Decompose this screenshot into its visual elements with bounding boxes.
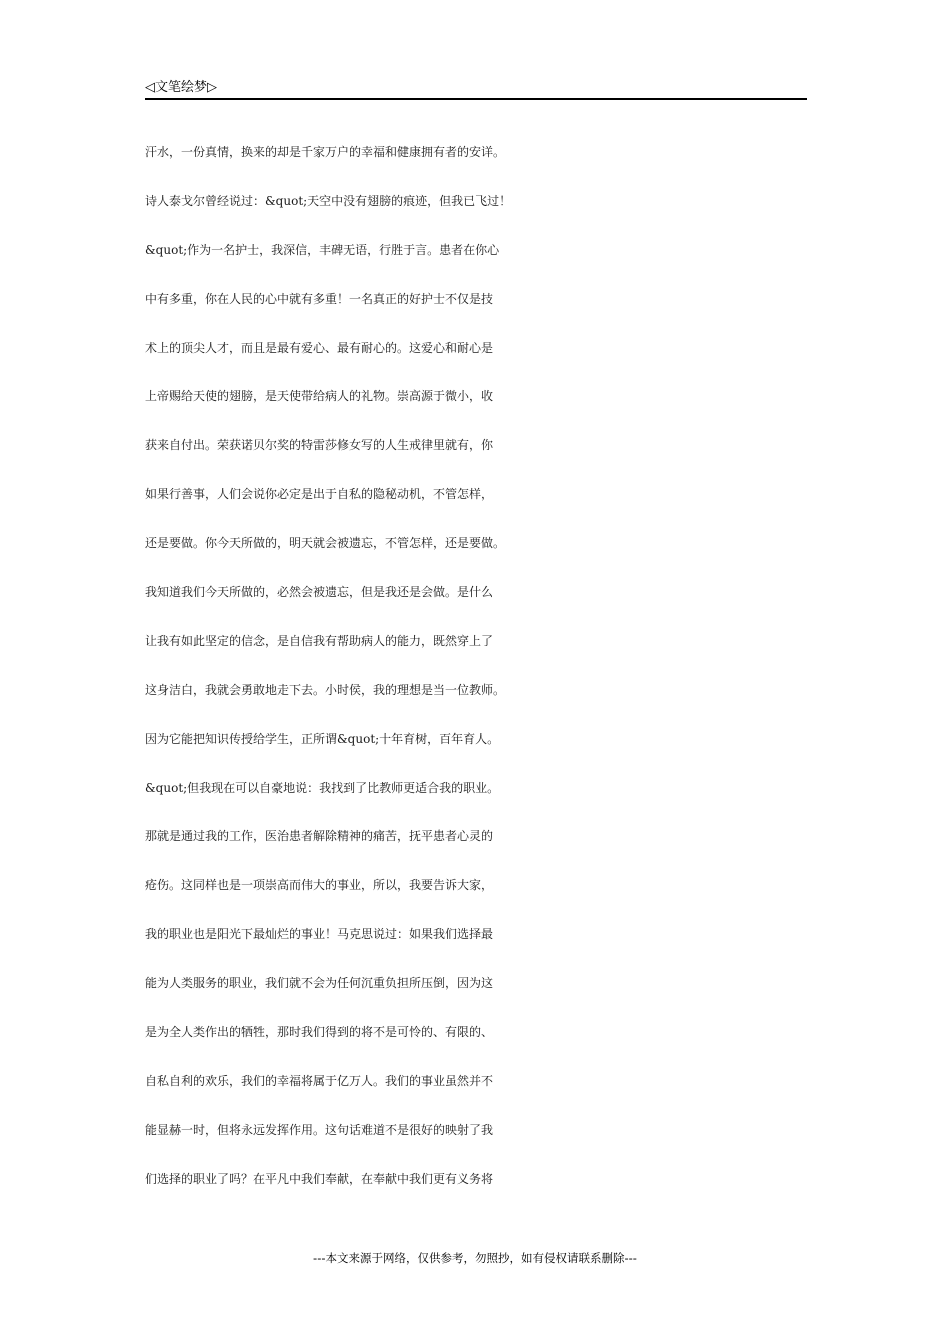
body-line: 这身洁白，我就会勇敢地走下去。小时侯，我的理想是当一位教师。 bbox=[145, 682, 506, 697]
body-line: 术上的顶尖人才，而且是最有爱心、最有耐心的。这爱心和耐心是 bbox=[145, 340, 494, 355]
header-title: ◁文笔绘梦▷ bbox=[145, 80, 217, 95]
body-line: 自私自利的欢乐，我们的幸福将属于亿万人。我们的事业虽然并不 bbox=[145, 1073, 494, 1088]
body-line: 是为全人类作出的牺牲，那时我们得到的将不是可怜的、有限的、 bbox=[145, 1025, 494, 1040]
body-line: 们选择的职业了吗？在平凡中我们奉献，在奉献中我们更有义务将 bbox=[145, 1171, 494, 1186]
body-line: 让我有如此坚定的信念，是自信我有帮助病人的能力，既然穿上了 bbox=[145, 633, 494, 648]
footer-disclaimer: ---本文来源于网络，仅供参考，勿照抄，如有侵权请联系删除--- bbox=[313, 1251, 637, 1265]
page-header bbox=[145, 72, 807, 100]
body-line: 那就是通过我的工作，医治患者解除精神的痛苦，抚平患者心灵的 bbox=[145, 829, 494, 844]
body-line: 如果行善事，人们会说你必定是出于自私的隐秘动机，不管怎样， bbox=[145, 487, 494, 502]
body-line: 获来自付出。荣获诺贝尔奖的特雷莎修女写的人生戒律里就有，你 bbox=[145, 438, 494, 453]
body-line: 上帝赐给天使的翅膀，是天使带给病人的礼物。崇高源于微小，收 bbox=[145, 389, 494, 404]
body-line: 我的职业也是阳光下最灿烂的事业！马克思说过：如果我们选择最 bbox=[145, 927, 494, 942]
body-line: 汗水，一份真情，换来的却是千家万户的幸福和健康拥有者的安详。 bbox=[145, 145, 506, 159]
body-line: 我知道我们今天所做的，必然会被遗忘，但是我还是会做。是什么 bbox=[145, 585, 494, 600]
body-line: &quot;作为一名护士，我深信，丰碑无语，行胜于言。患者在你心 bbox=[145, 242, 500, 257]
body-line: 能显赫一时，但将永远发挥作用。这句话难道不是很好的映射了我 bbox=[145, 1122, 494, 1137]
body-line: 中有多重，你在人民的心中就有多重！一名真正的好护士不仅是技 bbox=[145, 291, 494, 306]
document-body bbox=[145, 128, 845, 1204]
body-line: 疮伤。这同样也是一项崇高而伟大的事业，所以，我要告诉大家， bbox=[145, 878, 494, 893]
body-line: 因为它能把知识传授给学生，正所谓&quot;十年育树，百年育人。 bbox=[145, 731, 500, 746]
body-line: &quot;但我现在可以自豪地说：我找到了比教师更适合我的职业。 bbox=[145, 780, 500, 795]
body-line: 还是要做。你今天所做的，明天就会被遗忘，不管怎样，还是要做。 bbox=[145, 536, 506, 551]
body-line: 能为人类服务的职业，我们就不会为任何沉重负担所压倒，因为这 bbox=[145, 976, 494, 991]
body-line: 诗人泰戈尔曾经说过：&quot;天空中没有翅膀的痕迹，但我已飞过！ bbox=[145, 193, 512, 208]
